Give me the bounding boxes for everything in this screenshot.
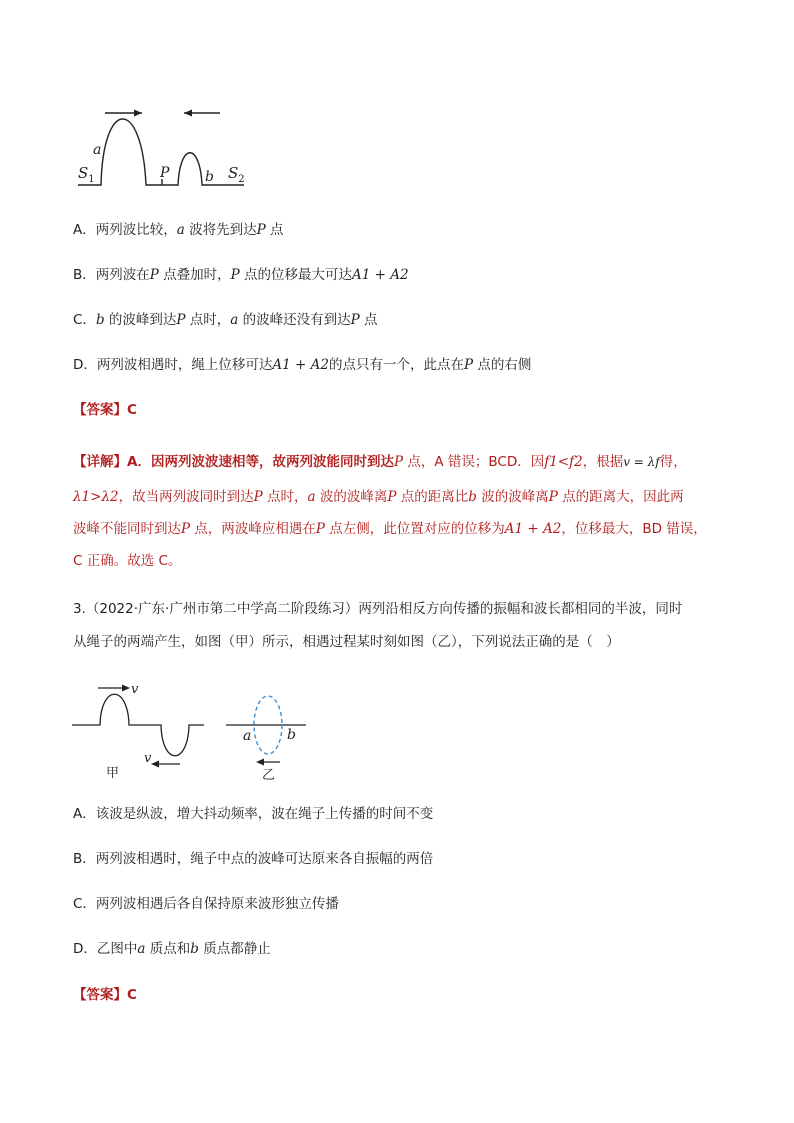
- label-s2: $S_2$: [228, 164, 245, 185]
- option-d: D．两列波相遇时，绳上位移可达A1 + A2的点只有一个，此点在P 点的右侧: [73, 357, 532, 373]
- label-b: b: [205, 169, 214, 185]
- label-v-bottom: v: [144, 751, 152, 766]
- detail-line-1: 【详解】A．因两列波波速相等，故两列波能同时到达P 点，A 错误；BCD．因f1<f2，根据v = λf得，: [73, 454, 687, 470]
- label-p: P: [160, 165, 170, 181]
- label-yi: 乙: [262, 768, 276, 783]
- label-jia: 甲: [106, 766, 120, 780]
- label-a: a: [243, 728, 252, 744]
- label-a: a: [93, 142, 102, 158]
- q3-option-a: A．该波是纵波，增大抖动频率，波在绳子上传播的时间不变: [73, 806, 434, 822]
- option-a: A．两列波比较，a 波将先到达P 点: [73, 222, 284, 238]
- detail-line-2: λ1>λ2，故当两列波同时到达P 点时，a 波的波峰离P 点的距离比b 波的波峰离P 点的距离大，因此两: [73, 489, 684, 505]
- label-b: b: [287, 727, 296, 743]
- answer-q3: 【答案】C: [73, 987, 137, 1003]
- wave-figure-jia: [70, 680, 210, 780]
- option-b: B．两列波在P 点叠加时，P 点的位移最大可达A1 + A2: [73, 267, 409, 283]
- q3-option-b: B．两列波相遇时，绳子中点的波峰可达原来各自振幅的两倍: [73, 851, 434, 867]
- q3-option-c: C．两列波相遇后各自保持原来波形独立传播: [73, 896, 339, 912]
- detail-line-3: 波峰不能同时到达P 点，两波峰应相遇在P 点左侧，此位置对应的位移为A1 + A2，位移最大，BD 错误，: [73, 521, 707, 537]
- question-3-stem-line-1: 3.（2022·广东·广州市第二中学高二阶段练习）两列沿相反方向传播的振幅和波长都相同的半波，同时: [73, 601, 683, 617]
- wave-figure-1: [72, 100, 252, 195]
- detail-line-4: C 正确。故选 C。: [73, 553, 182, 569]
- wave-figure-yi: [222, 688, 312, 783]
- label-v-top: v: [131, 682, 139, 697]
- option-c: C．b 的波峰到达P 点时，a 的波峰还没有到达P 点: [73, 312, 378, 328]
- q3-option-d: D．乙图中a 质点和b 质点都静止: [73, 941, 271, 957]
- answer-q2: 【答案】C: [73, 402, 137, 418]
- label-s1: $S_1$: [78, 164, 95, 185]
- question-3-stem-line-2: 从绳子的两端产生，如图（甲）所示，相遇过程某时刻如图（乙），下列说法正确的是（ ）: [73, 634, 620, 650]
